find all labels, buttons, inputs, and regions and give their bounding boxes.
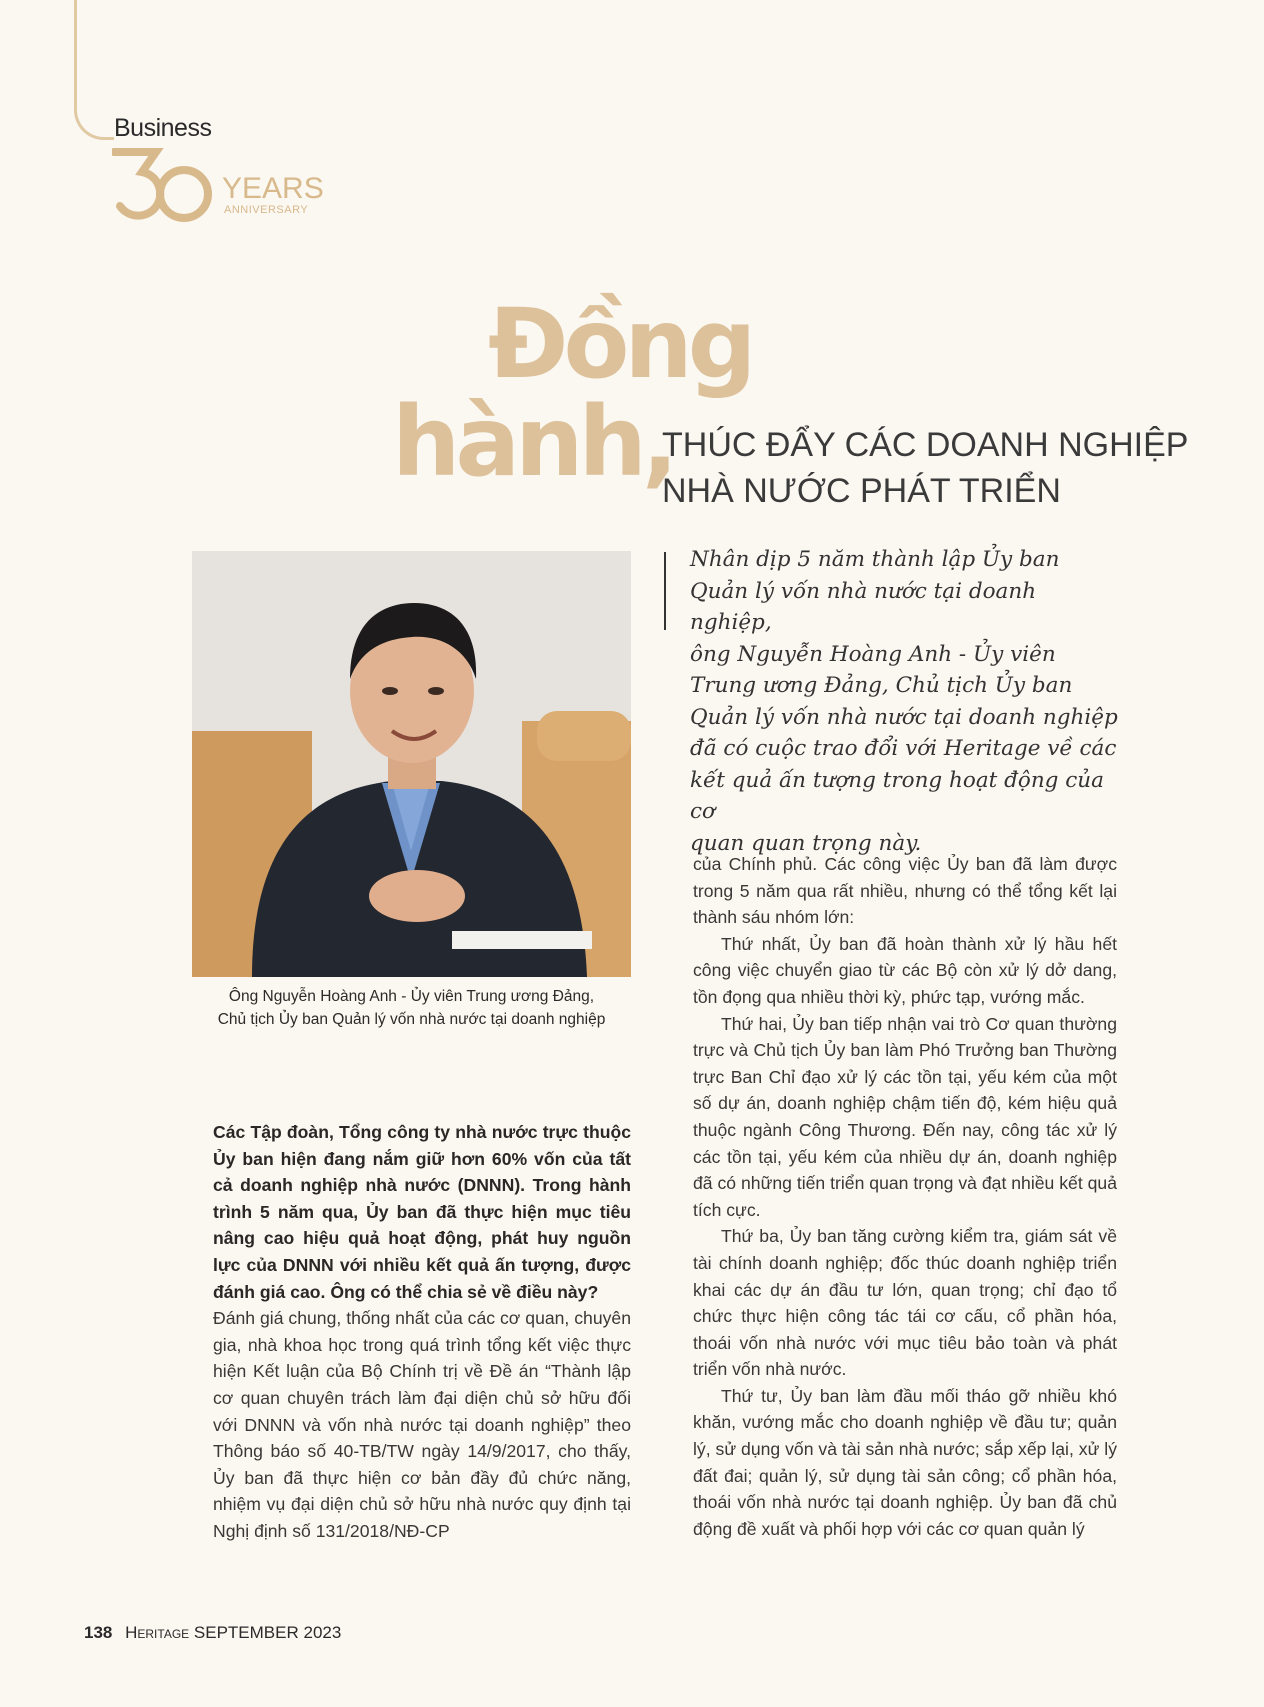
logo-anniversary-text: ANNIVERSARY bbox=[224, 204, 309, 216]
intro-line: Quản lý vốn nhà nước tại doanh nghiệp bbox=[690, 704, 1118, 730]
caption-line: Ông Nguyễn Hoàng Anh - Ủy viên Trung ương Đảng, bbox=[228, 988, 595, 1005]
intro-line: kết quả ấn tượng trong hoạt động của cơ bbox=[690, 767, 1104, 824]
logo-years-text: YEARS bbox=[222, 172, 324, 205]
decorative-corner-line bbox=[74, 0, 114, 140]
anniversary-logo bbox=[112, 146, 322, 226]
intro-divider bbox=[664, 552, 666, 630]
article-column-left bbox=[213, 1119, 631, 1545]
headline-subtitle bbox=[662, 422, 1188, 514]
article-paragraph: Thứ nhất, Ủy ban đã hoàn thành xử lý hầu hết công việc chuyển giao từ các Bộ còn xử lý dở dang, tồn đọng qua nhiều thời kỳ, phức tạp, vướng mắc. bbox=[693, 933, 1117, 1007]
article-paragraph: Thứ tư, Ủy ban làm đầu mối tháo gỡ nhiều khó khăn, vướng mắc cho doanh nghiệp về đầu tư; quản lý, sử dụng vốn và tài sản nhà nước; sắp xếp lại, xử lý đất đai; quản lý, sử dụng tài sản công; cổ phần hóa, thoái vốn nhà nước tại doanh nghiệp. Ủy ban đã chủ động đề xuất và phối hợp với các cơ quan quản lý bbox=[693, 1385, 1117, 1539]
portrait-illustration bbox=[192, 551, 631, 977]
intro-line: ông Nguyễn Hoàng Anh - Ủy viên bbox=[690, 641, 1056, 667]
interview-answer: Đánh giá chung, thống nhất của các cơ quan, chuyên gia, nhà khoa học trong quá trình tổng kết việc thực hiện Kết luận của Bộ Chính trị về Đề án “Thành lập cơ quan chuyên trách làm đại diện chủ sở hữu đối với DNNN và vốn nhà nước tại doanh nghiệp” theo Thông báo số 40-TB/TW ngày 14/9/2017, cho thấy, Ủy ban đã thực hiện cơ bản đầy đủ chức năng, nhiệm vụ đại diện chủ sở hữu nhà nước quy định tại Nghị định số 131/2018/NĐ-CP bbox=[213, 1308, 631, 1541]
magazine-name: Heritage bbox=[125, 1623, 190, 1642]
interview-question: Các Tập đoàn, Tổng công ty nhà nước trực thuộc Ủy ban hiện đang nắm giữ hơn 60% vốn của tất cả doanh nghiệp nhà nước (DNNN). Trong hành trình 5 năm qua, Ủy ban đã thực hiện mục tiêu nâng cao hiệu quả hoạt động, phát huy nguồn lực của DNNN với nhiều kết quả ấn tượng, được đánh giá cao. Ông có thể chia sẻ về điều này? bbox=[213, 1122, 631, 1302]
issue-date: SEPTEMBER 2023 bbox=[193, 1623, 342, 1642]
intro-lead bbox=[690, 544, 1120, 859]
caption-line: Chủ tịch Ủy ban Quản lý vốn nhà nước tại doanh nghiệp bbox=[217, 1011, 606, 1028]
article-paragraph: Thứ hai, Ủy ban tiếp nhận vai trò Cơ quan thường trực và Chủ tịch Ủy ban làm Phó Trưởng ban Thường trực Ban Chỉ đạo xử lý các tồn tại, yếu kém của một số dự án, doanh nghiệp chậm tiến độ, kém hiệu quả thuộc ngành Công Thương. Đến nay, công tác xử lý các tồn tại, yếu kém của nhiều dự án, doanh nghiệp đã có những tiến triển quan trọng và đạt nhiều kết quả tích cực. bbox=[693, 1013, 1117, 1220]
page-footer bbox=[84, 1623, 341, 1643]
intro-line: Nhân dịp 5 năm thành lập Ủy ban bbox=[690, 547, 1060, 572]
headline-word-1: Đồng bbox=[488, 288, 752, 400]
page-number: 138 bbox=[84, 1623, 113, 1642]
subtitle-line: THÚC ĐẨY CÁC DOANH NGHIỆP bbox=[662, 426, 1189, 464]
intro-line: Quản lý vốn nhà nước tại doanh nghiệp, bbox=[690, 578, 1037, 635]
intro-line: quan quan trọng này. bbox=[690, 830, 922, 856]
subtitle-line: NHÀ NƯỚC PHÁT TRIỂN bbox=[662, 472, 1061, 510]
section-label: Business bbox=[114, 114, 212, 142]
intro-line: Trung ương Đảng, Chủ tịch Ủy ban bbox=[690, 673, 1073, 698]
photo-caption bbox=[192, 985, 631, 1031]
article-paragraph: Thứ ba, Ủy ban tăng cường kiểm tra, giám sát về tài chính doanh nghiệp; đốc thúc doanh nghiệp triển khai các dự án đầu tư lớn, quan trọng; chỉ đạo tổ chức thực hiện công tác tái cơ cấu, cổ phần hóa, thoái vốn nhà nước với mục tiêu bảo toàn và phát triển vốn nhà nước. bbox=[693, 1226, 1117, 1380]
portrait-photo bbox=[192, 551, 631, 977]
article-column-right bbox=[693, 851, 1117, 1542]
headline-word-2: hành, bbox=[392, 386, 674, 498]
article-paragraph: của Chính phủ. Các công việc Ủy ban đã làm được trong 5 năm qua rất nhiều, nhưng có thể tổng kết lại thành sáu nhóm lớn: bbox=[693, 854, 1117, 928]
thirty-logo-icon bbox=[112, 146, 222, 226]
intro-line: đã có cuộc trao đổi với Heritage về các bbox=[690, 736, 1117, 761]
